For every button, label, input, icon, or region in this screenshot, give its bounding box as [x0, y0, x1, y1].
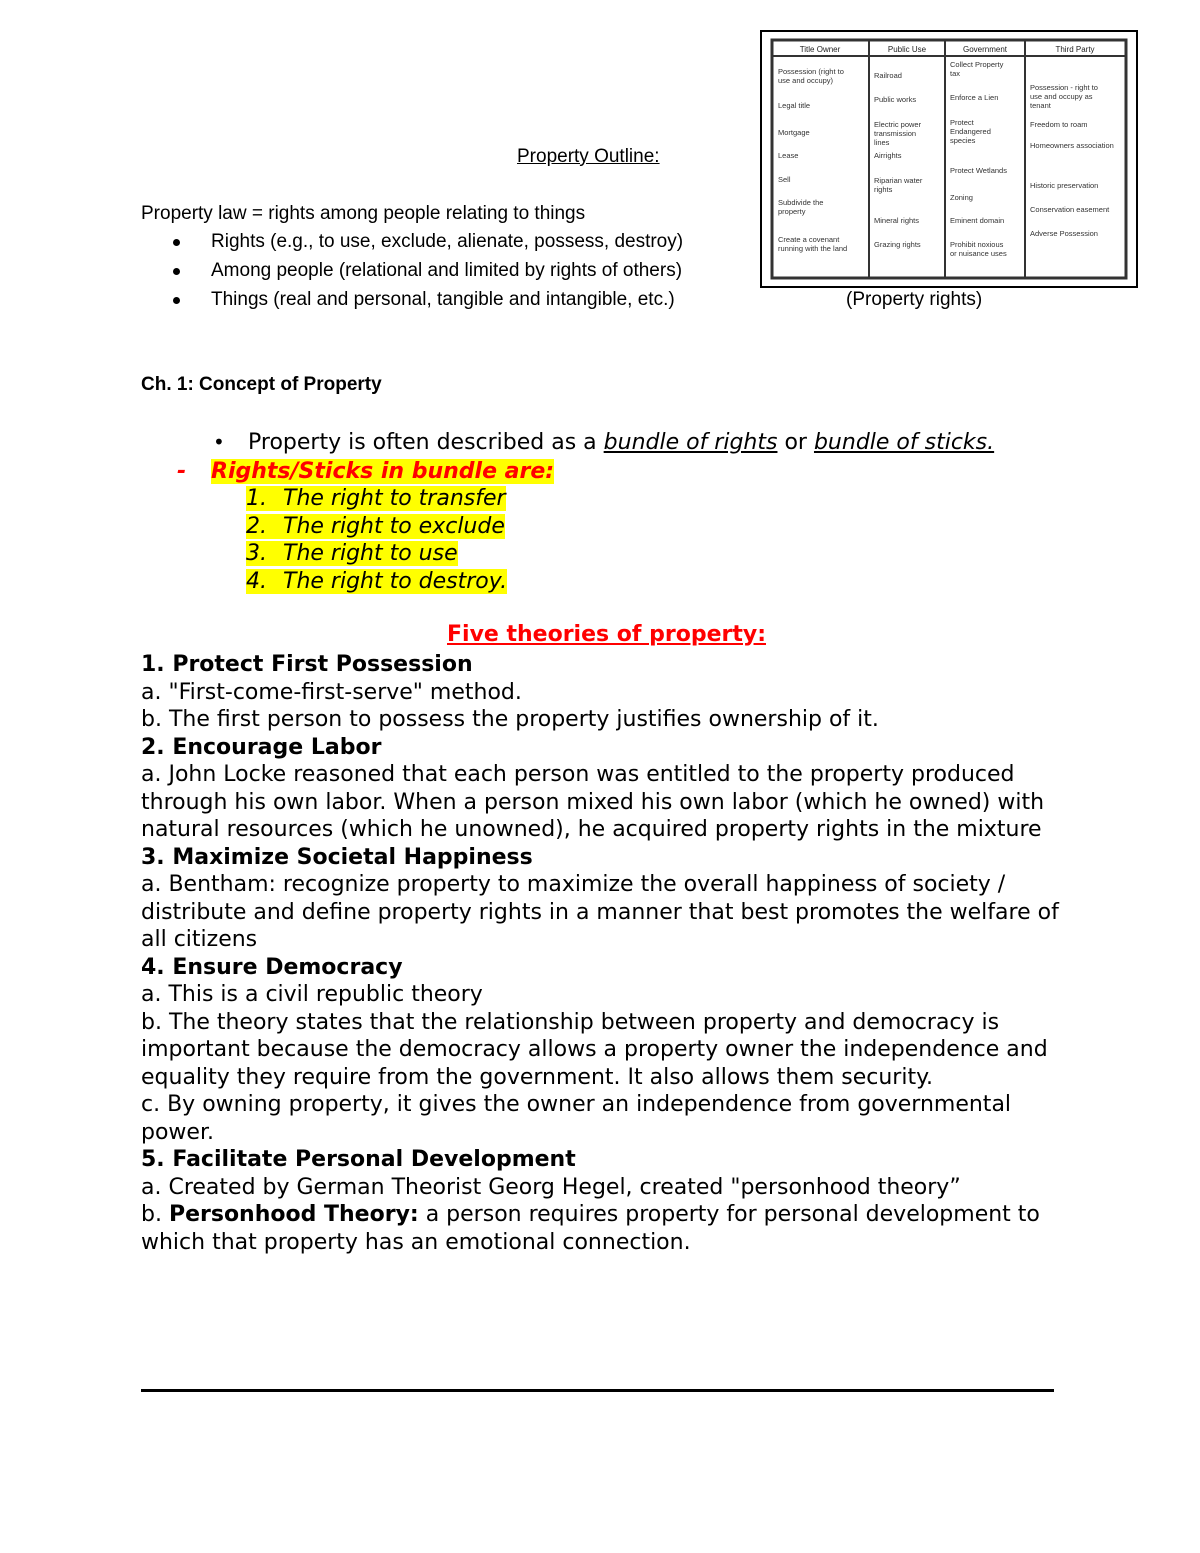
table-cell: Enforce a Lien	[950, 93, 999, 102]
bullet-icon	[173, 268, 180, 275]
theory-heading: 5. Facilitate Personal Development	[141, 1147, 576, 1172]
table-cell: Railroad	[874, 71, 902, 80]
table-cell: Airrights	[874, 151, 902, 160]
table-cell: Subdivide the property	[778, 198, 824, 216]
list-item: Among people (relational and limited by rights of others)	[141, 260, 683, 289]
bullet-icon	[173, 297, 180, 304]
table-cell: Zoning	[950, 193, 973, 202]
chapter-heading: Ch. 1: Concept of Property	[141, 374, 382, 395]
table-cell: Possession - right to use and occupy as tenant	[1030, 83, 1098, 110]
theory-point: b. The theory states that the relationship between property and democracy is important because the democracy allows a property owner the independence and equality they require from the government. It also allows them security.	[141, 1009, 1048, 1090]
property-rights-table	[762, 32, 1136, 286]
table-cell: Grazing rights	[874, 240, 921, 249]
theory-heading: 4. Ensure Democracy	[141, 954, 403, 980]
bullet-icon	[173, 239, 180, 246]
theories-title: Five theories of property:	[447, 622, 766, 647]
table-header-cell: Title Owner	[799, 45, 841, 54]
intro-definition: Property law = rights among people relating to things	[141, 203, 586, 224]
rights-list	[246, 486, 507, 596]
theory-heading: 3. Maximize Societal Happiness	[141, 844, 533, 870]
table-cell: Lease	[778, 151, 799, 160]
bullet-icon: •	[213, 430, 225, 454]
table-cell: Protect Wetlands	[950, 166, 1007, 175]
list-item: 2. The right to exclude	[246, 513, 505, 539]
term-bundle-of-rights: bundle of rights	[603, 430, 778, 455]
list-item: 4. The right to destroy.	[246, 568, 508, 594]
term-bundle-of-sticks: bundle of sticks.	[813, 430, 995, 455]
bundle-statement: • Property is often described as a bundle of rights or bundle of sticks.	[213, 430, 995, 455]
theories-section	[141, 651, 1061, 1256]
theory-heading: 2. Encourage Labor	[141, 734, 382, 760]
theory-point: a. John Locke reasoned that each person was entitled to the property produced through his own labor. When a person mixed his own labor (which he owned) with natural resources (which he unowned), he acquired property rights in the mixture	[141, 762, 1045, 842]
theory-point: a. Created by German Theorist Georg Hegel, created "personhood theory”	[141, 1174, 961, 1200]
table-cell: Freedom to roam	[1030, 120, 1088, 129]
list-item: Things (real and personal, tangible and intangible, etc.)	[141, 289, 683, 318]
table-cell: Sell	[778, 175, 791, 184]
sticks-heading: - Rights/Sticks in bundle are:	[141, 459, 554, 484]
table-cell: Mortgage	[778, 128, 810, 137]
table-header-cell: Public Use	[887, 45, 927, 54]
theory-point: c. By owning property, it gives the owner an independence from governmental power.	[141, 1092, 1012, 1145]
table-cell: Conservation easement	[1030, 205, 1110, 214]
table-cell: Collect Property tax	[950, 60, 1004, 78]
table-cell: Public works	[874, 95, 917, 104]
table-cell: Legal title	[778, 101, 811, 110]
table-cell: Adverse Possession	[1030, 229, 1098, 238]
theory-point: a. This is a civil republic theory	[141, 982, 483, 1007]
list-item: 3. The right to use	[246, 541, 458, 566]
table-cell: Protect Endangered species	[950, 118, 991, 145]
list-item: Rights (e.g., to use, exclude, alienate, possess, destroy)	[141, 231, 683, 260]
table-cell: Mineral rights	[874, 216, 920, 225]
theory-point: b. Personhood Theory: a person requires property for personal development to	[141, 1202, 1040, 1227]
table-cell: Historic preservation	[1030, 181, 1099, 190]
theory-point: a. Bentham: recognize property to maximize the overall happiness of society / distribute and define property rights in a manner that best promotes the welfare of all citizens	[141, 872, 1059, 952]
theory-heading: 1. Protect First Possession	[141, 652, 473, 677]
list-item: 1. The right to transfer	[246, 486, 506, 511]
property-rights-table-image	[760, 30, 1138, 288]
image-caption: (Property rights)	[846, 289, 983, 310]
table-cell: Electric power transmission lines	[874, 120, 922, 147]
table-cell: Eminent domain	[950, 216, 1005, 225]
theory-point: which that property has an emotional connection.	[141, 1229, 691, 1255]
page-title: Property Outline:	[517, 146, 660, 167]
table-cell: Riparian water rights	[874, 176, 923, 194]
dash-marker: -	[177, 459, 187, 484]
table-cell: Homeowners association	[1030, 141, 1114, 150]
table-header-cell: Third Party	[1055, 45, 1095, 54]
theory-point: b. The first person to possess the property justifies ownership of it.	[141, 707, 879, 732]
theory-point: a. "First-come-first-serve" method.	[141, 679, 522, 705]
intro-bullet-list	[141, 231, 683, 318]
personhood-theory-term: Personhood Theory:	[168, 1202, 419, 1227]
table-cell: Prohibit noxious or nuisance uses	[950, 240, 1007, 258]
table-cell: Possession (right to use and occupy)	[778, 67, 844, 85]
table-cell: Create a covenant running with the land	[778, 235, 848, 253]
table-header-cell: Government	[962, 45, 1008, 54]
section-divider	[141, 1389, 1054, 1392]
